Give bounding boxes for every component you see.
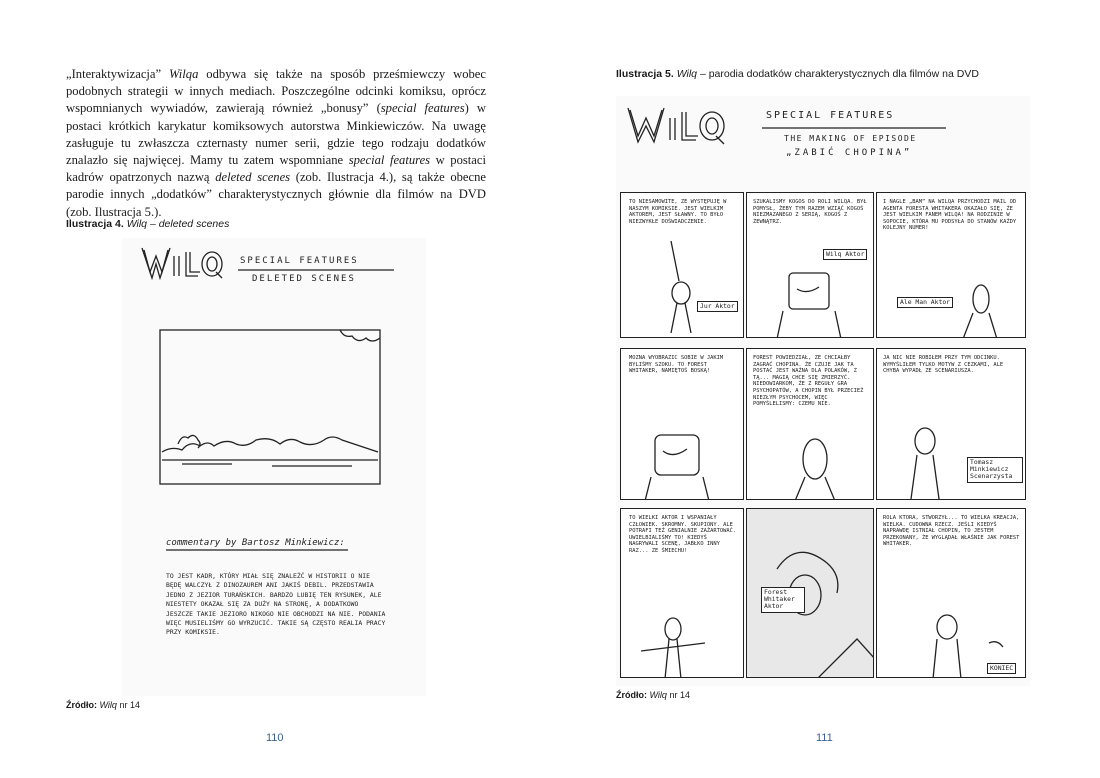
illustration-4-caption: Ilustracja 4. Wilq – deleted scenes <box>66 218 230 230</box>
treeline <box>162 437 378 452</box>
name-caption: Wilq Aktor <box>823 249 867 260</box>
speech-bubble: I NAGLE „BAM” NA WILQA PRZYCHODZI MAIL OD AGENTA FORESTA WHITAKERA OKAZAŁO SIĘ, ŻE JEST WIELKIM FANEM WILQA! NA RODZINIE W SOPOCIE, KTÓRA MU PODSYŁA DO STANÓW KAŻDY KOLEJNY NUMER! <box>883 199 1017 232</box>
tree-icon <box>178 435 200 448</box>
header-deleted-scenes: DELETED SCENES <box>252 274 356 284</box>
speech-bubble: MOŻNA WYOBRAZIĆ SOBIE W JAKIM BYLIŚMY SZOKU. TO FOREST WHITAKER, NAMIĘTOŚ BOSKĄ! <box>629 355 724 375</box>
wilq-logo <box>142 248 222 278</box>
name-caption: Forest Whitaker Aktor <box>761 587 805 613</box>
comic-panel-8 <box>746 508 874 678</box>
comic-panel-2 <box>746 192 874 338</box>
speech-bubble: TO NIESAMOWITE, ŻE WYSTĘPUJĘ W NASZYM KOMIKSIE. JEST WIELKIM AKTOREM, JEST SŁAWNY. TO BYŁO NIEZWYKŁE DOŚWIADCZENIE. <box>629 199 727 225</box>
speech-bubble: TO WIELKI AKTOR I WSPANIAŁY CZŁOWIEK. SKROMNY. SKUPIONY. ALE POTRAFI TEŻ GENIALNIE ZAŻARTOWAĆ. UWIELBIALIŚMY TO! KIEDYŚ NAGRYWALI SCENĘ, JABŁKO INNY RAZ... ZE ŚMIECHU! <box>629 515 737 554</box>
commentary-title: commentary by Bartosz Minkiewicz: <box>166 538 345 548</box>
comic-panel-6 <box>876 348 1026 500</box>
header-episode-title: „ZABIĆ CHOPINA” <box>786 148 913 158</box>
comic-panel-5 <box>746 348 874 500</box>
speech-bubble: JA NIC NIE ROBIŁEM PRZY TYM ODCINKU. WYMYŚLIŁEM TYLKO MOTYW Z CEZKAMI, ALE CHYBA WYPADŁ ZE SCENARIUSZA. <box>883 355 1004 375</box>
illustration-5-caption: Ilustracja 5. Wilq – parodia dodatków charakterystycznych dla filmów na DVD <box>616 68 979 80</box>
source-note-left: Źródło: Wilq nr 14 <box>66 700 140 710</box>
end-caption: KONIEC <box>987 663 1016 674</box>
illustration-4-comic <box>122 238 426 696</box>
source-note-right: Źródło: Wilq nr 14 <box>616 690 690 700</box>
comic-panel-7 <box>620 508 744 678</box>
cloud-icon <box>340 330 380 341</box>
illustration-5-comic <box>616 96 1030 686</box>
speech-bubble: FOREST POWIEDZIAŁ, ŻE CHCIAŁBY ZAGRAĆ CHOPINA. ŻE CZUJE JAK TA POSTAĆ JEST WAŻNA DLA POLAKÓW, Z TĄ... MAGIĄ CHCE SIĘ ZMIERZYĆ. NIEDOWIARKOM, ŻE Z REGUŁY GRA PSYCHOPATÓW, A CHOPIN BYŁ PRZECIEŻ NIEZŁYM PSYCHOCEM, WIĘC POMYŚLELISMY: CZEMU NIE. <box>753 355 864 408</box>
header-special-features: SPECIAL FEATURES <box>766 110 895 121</box>
commentary-text: TO JEST KADR, KTÓRY MIAŁ SIĘ ZNALEŹĆ W HISTORII O NIE BĘDĘ WALCZYŁ Z DINOZAUREM ANI JAKIŚ DEBIL. PRZEDSTAWIA JEDNO Z JEZIOR TURAŃSKICH. BARDZO LUBIĘ TEN RYSUNEK, ALE NIESTETY OKAZAŁ SIĘ ZA DUŻY NA STRONĘ, A DODATKOWO JESZCZE TAKIE JEZIORO NIKOGO NIE OBCHODZI NA NIE. PODANIA WIĘC MUSIELIŚMY GO WYRZUCIĆ. TAKIE SĄ CZĘSTO REALIA PRACY PRZY KOMIKSIE. <box>166 572 386 637</box>
speech-bubble: SZUKALIŚMY KOGOŚ DO ROLI WILQA. BYŁ POMYSŁ, ŻEBY TYM RAZEM WZIĄĆ KOGOŚ NIEZMAZANEGO Z SERIĄ, KOGOŚ Z ZEWNĄTRZ. <box>753 199 867 225</box>
comic-panel-4 <box>620 348 744 500</box>
page-number-left: 110 <box>266 732 284 744</box>
name-caption: Jur Aktor <box>697 301 738 312</box>
speech-bubble: ROLA KTÓRA, STWORZYŁ... TO WIELKA KREACJA, WIELKA. CUDOWNA RZECZ. JEŚLI KIEDYŚ NAPRAWDĘ ISTNIAŁ CHOPIN, TO JESTEM PRZEKONANY, ŻE WYGLĄDAŁ WŁAŚNIE JAK FOREST WHITAKER. <box>883 515 1020 548</box>
body-paragraph: „Interaktywizacja” Wilqa odbywa się także na sposób prześmiewczy wobec podobnych strategii w innych mediach. Poszczególne odcinki komiksu, oprócz wspomnianych wywiadów, zawierają również „bonusy” (special features) w postaci krótkich karykatur komiksowych autorstwa Minkiewiczów. Na uwagę zasługuje tu zwłaszcza czternasty numer serii, gdzie tego rodzaju dodatków znalazło się najwięcej. Mamy tu zatem wspomniane special features w postaci kadrów opatrzonych nazwą deleted scenes (zob. Ilustracja 4.), są także obecne parodie innych „dodatków” charakterystycznych głównie dla filmów na DVD (zob. Ilustracja 5.). <box>66 67 486 219</box>
right-page <box>550 0 1100 778</box>
comic-panel-3 <box>876 192 1026 338</box>
wilq-logo <box>628 108 724 144</box>
header-making-of: THE MAKING OF EPISODE <box>784 134 917 143</box>
comic-panel-9 <box>876 508 1026 678</box>
name-caption: Ale Man Aktor <box>897 297 953 308</box>
name-caption: Tomasz Minkiewicz Scenarzysta <box>967 457 1023 483</box>
deleted-scene-panel <box>160 330 380 484</box>
comic-panel-1 <box>620 192 744 338</box>
page-number-right: 111 <box>816 732 833 744</box>
header-special-features: SPECIAL FEATURES <box>240 256 359 266</box>
